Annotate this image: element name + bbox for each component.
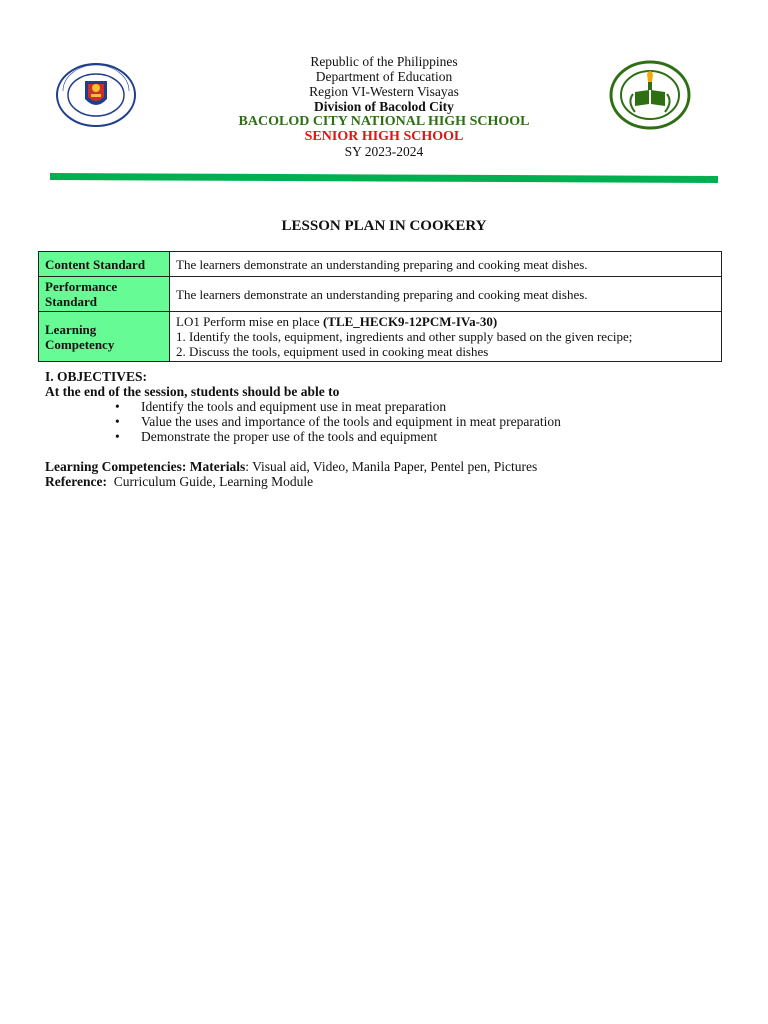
competency-item-1: 1. Identify the tools, equipment, ingredients and other supply based on the given recipe; — [176, 329, 633, 344]
reference-line — [45, 474, 725, 489]
list-item — [45, 429, 725, 444]
objectives-section — [45, 369, 725, 444]
objective-text: Identify the tools and equipment use in meat preparation — [141, 399, 447, 414]
materials-label: Materials — [189, 459, 246, 474]
reference-label: Reference: — [45, 474, 107, 489]
competency-lo-prefix: LO1 Perform mise en place — [176, 314, 323, 329]
performance-label-line1: Performance — [45, 279, 118, 294]
list-item — [45, 414, 725, 429]
standards-table — [38, 251, 722, 362]
table-row — [39, 252, 722, 277]
department-line: Department of Education — [315, 69, 453, 84]
content-standard-value: The learners demonstrate an understanding preparing and cooking meat dishes. — [170, 252, 722, 277]
objectives-list — [45, 399, 725, 444]
table-row — [39, 312, 722, 362]
reference-value: Curriculum Guide, Learning Module — [106, 474, 314, 489]
learning-competency-value — [170, 312, 722, 362]
list-item — [45, 399, 725, 414]
performance-label-line2: Standard — [45, 294, 98, 309]
bullet-icon: • — [115, 399, 120, 414]
bullet-icon: • — [115, 429, 120, 444]
materials-value: : Visual aid, Video, Manila Paper, Pentel pen, Pictures — [245, 459, 538, 474]
competency-label-line1: Learning — [45, 321, 97, 337]
page-title: LESSON PLAN IN COOKERY — [281, 218, 487, 234]
competency-item-2: 2. Discuss the tools, equipment used in cooking meat dishes — [176, 344, 489, 359]
competency-label-line2: Competency — [45, 336, 115, 352]
bullet-icon: • — [115, 414, 120, 429]
republic-line: Republic of the Philippines — [310, 54, 458, 69]
school-name: BACOLOD CITY NATIONAL HIGH SCHOOL — [238, 114, 530, 129]
objective-text: Value the uses and importance of the tools and equipment in meat preparation — [141, 414, 561, 429]
competency-lo-line — [176, 314, 715, 329]
objectives-heading: I. OBJECTIVES: — [45, 369, 148, 384]
learning-competency-label — [39, 312, 170, 362]
content-standard-label: Content Standard — [39, 252, 170, 277]
school-year: SY 2023-2024 — [344, 144, 424, 159]
objective-text: Demonstrate the proper use of the tools and equipment — [141, 429, 438, 444]
region-line: Region VI-Western Visayas — [309, 84, 459, 99]
materials-line: Learning Competencies: Materials: Visual aid, Video, Manila Paper, Pentel pen, Pictures — [45, 459, 538, 474]
table-row — [39, 277, 722, 312]
division-line: Division of Bacolod City — [314, 99, 454, 114]
header-divider — [50, 173, 718, 183]
letterhead — [0, 54, 768, 159]
performance-standard-value: The learners demonstrate an understanding preparing and cooking meat dishes. — [170, 277, 722, 312]
competency-code: (TLE_HECK9-12PCM-IVa-30) — [322, 314, 498, 329]
objectives-intro: At the end of the session, students should be able to — [45, 384, 340, 399]
school-department: SENIOR HIGH SCHOOL — [304, 129, 464, 144]
materials-section — [45, 459, 725, 489]
competencies-label: Learning Competencies — [45, 459, 182, 474]
performance-standard-label — [39, 277, 170, 312]
